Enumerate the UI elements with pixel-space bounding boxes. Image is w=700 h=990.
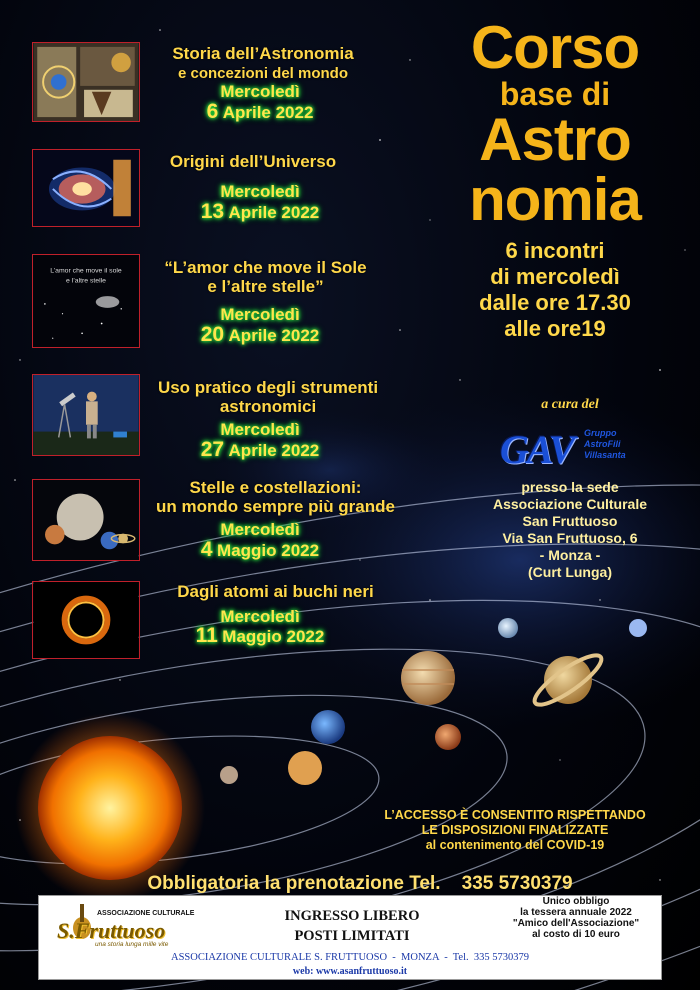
lecture-1-date: 6 Aprile 2022 bbox=[206, 100, 314, 123]
curated-by-label: a cura del bbox=[541, 397, 599, 412]
footer-address-line: ASSOCIAZIONE CULTURALE S. FRUTTUOSO - MONZA - Tel. 335 5730379 bbox=[170, 952, 530, 963]
lecture-4-title: Uso pratico degli strumenti astronomici bbox=[157, 378, 379, 416]
association-logo-motto: una storia lunga mille vite bbox=[95, 941, 169, 948]
lecture-4-day: Mercoledì bbox=[220, 420, 300, 439]
course-title: Corso base di Astro nomia bbox=[469, 14, 641, 233]
lecture-6-day: Mercoledì bbox=[220, 607, 300, 626]
lecture-3-title: “L’amor che move il Sole e l’altre stelle” bbox=[164, 258, 367, 296]
lecture-3-day: Mercoledì bbox=[220, 305, 300, 324]
association-logo-name: S.Fruttuoso bbox=[57, 918, 166, 943]
lecture-4-date: 27 Aprile 2022 bbox=[200, 438, 320, 461]
covid-notice: L’ACCESSO È CONSENTITO RISPETTANDO LE DISPOSIZIONI FINALIZZATE al contenimento del COVID-19 bbox=[384, 808, 646, 852]
free-entry-notice: INGRESSO LIBERO POSTI LIMITATI bbox=[284, 908, 420, 944]
lecture-4-thumbnail bbox=[32, 374, 140, 456]
lecture-5-date: 4 Maggio 2022 bbox=[200, 538, 320, 561]
course-schedule: 6 incontri di mercoledì dalle ore 17.30 alle ore19 bbox=[479, 238, 631, 341]
footer-panel bbox=[38, 895, 662, 980]
membership-requirement: Unico obbligo la tessera annuale 2022 "Amico dell'Associazione" al costo di 10 euro bbox=[512, 896, 640, 940]
lecture-1-thumbnail bbox=[32, 42, 140, 122]
footer-website-link[interactable]: web: www.asanfruttuoso.it bbox=[292, 966, 408, 977]
lecture-2-date: 13 Aprile 2022 bbox=[200, 200, 320, 223]
lecture-6-date: 11 Maggio 2022 bbox=[195, 624, 325, 647]
lecture-3-thumbnail bbox=[32, 254, 140, 348]
gav-logo-words: Gruppo AstroFili Villasanta bbox=[584, 428, 626, 460]
lecture-5-day: Mercoledì bbox=[220, 520, 300, 539]
lecture-2-day: Mercoledì bbox=[220, 182, 300, 201]
lecture-6-thumbnail bbox=[32, 581, 140, 659]
lecture-3-thumb-text-1: L’amor che move il sole bbox=[50, 267, 122, 275]
lecture-5-thumbnail bbox=[32, 479, 140, 561]
lecture-1-title: Storia dell’Astronomia e concezioni del mondo bbox=[172, 44, 354, 82]
venue-address: presso la sede Associazione Culturale San Fruttuoso Via San Fruttuoso, 6 - Monza - (Curt Lunga) bbox=[492, 479, 648, 580]
lecture-1-day: Mercoledì bbox=[220, 82, 300, 101]
gav-logo-letters: GAV bbox=[500, 427, 574, 472]
association-logo bbox=[47, 900, 237, 946]
lecture-3-thumb-text-2: e l’altre stelle bbox=[66, 277, 106, 285]
lecture-2-title: Origini dell’Universo bbox=[169, 152, 337, 171]
association-logo-small: ASSOCIAZIONE CULTURALE bbox=[97, 910, 195, 917]
lecture-6-title: Dagli atomi ai buchi neri bbox=[177, 582, 374, 601]
lecture-2-thumbnail bbox=[32, 149, 140, 227]
gav-logo bbox=[500, 424, 640, 472]
lecture-5-title: Stelle e costellazioni: un mondo sempre più grande bbox=[156, 478, 395, 516]
booking-phone-notice: Obbligatoria la prenotazione Tel. 335 5730379 bbox=[147, 873, 573, 894]
lecture-3-date: 20 Aprile 2022 bbox=[200, 323, 320, 346]
